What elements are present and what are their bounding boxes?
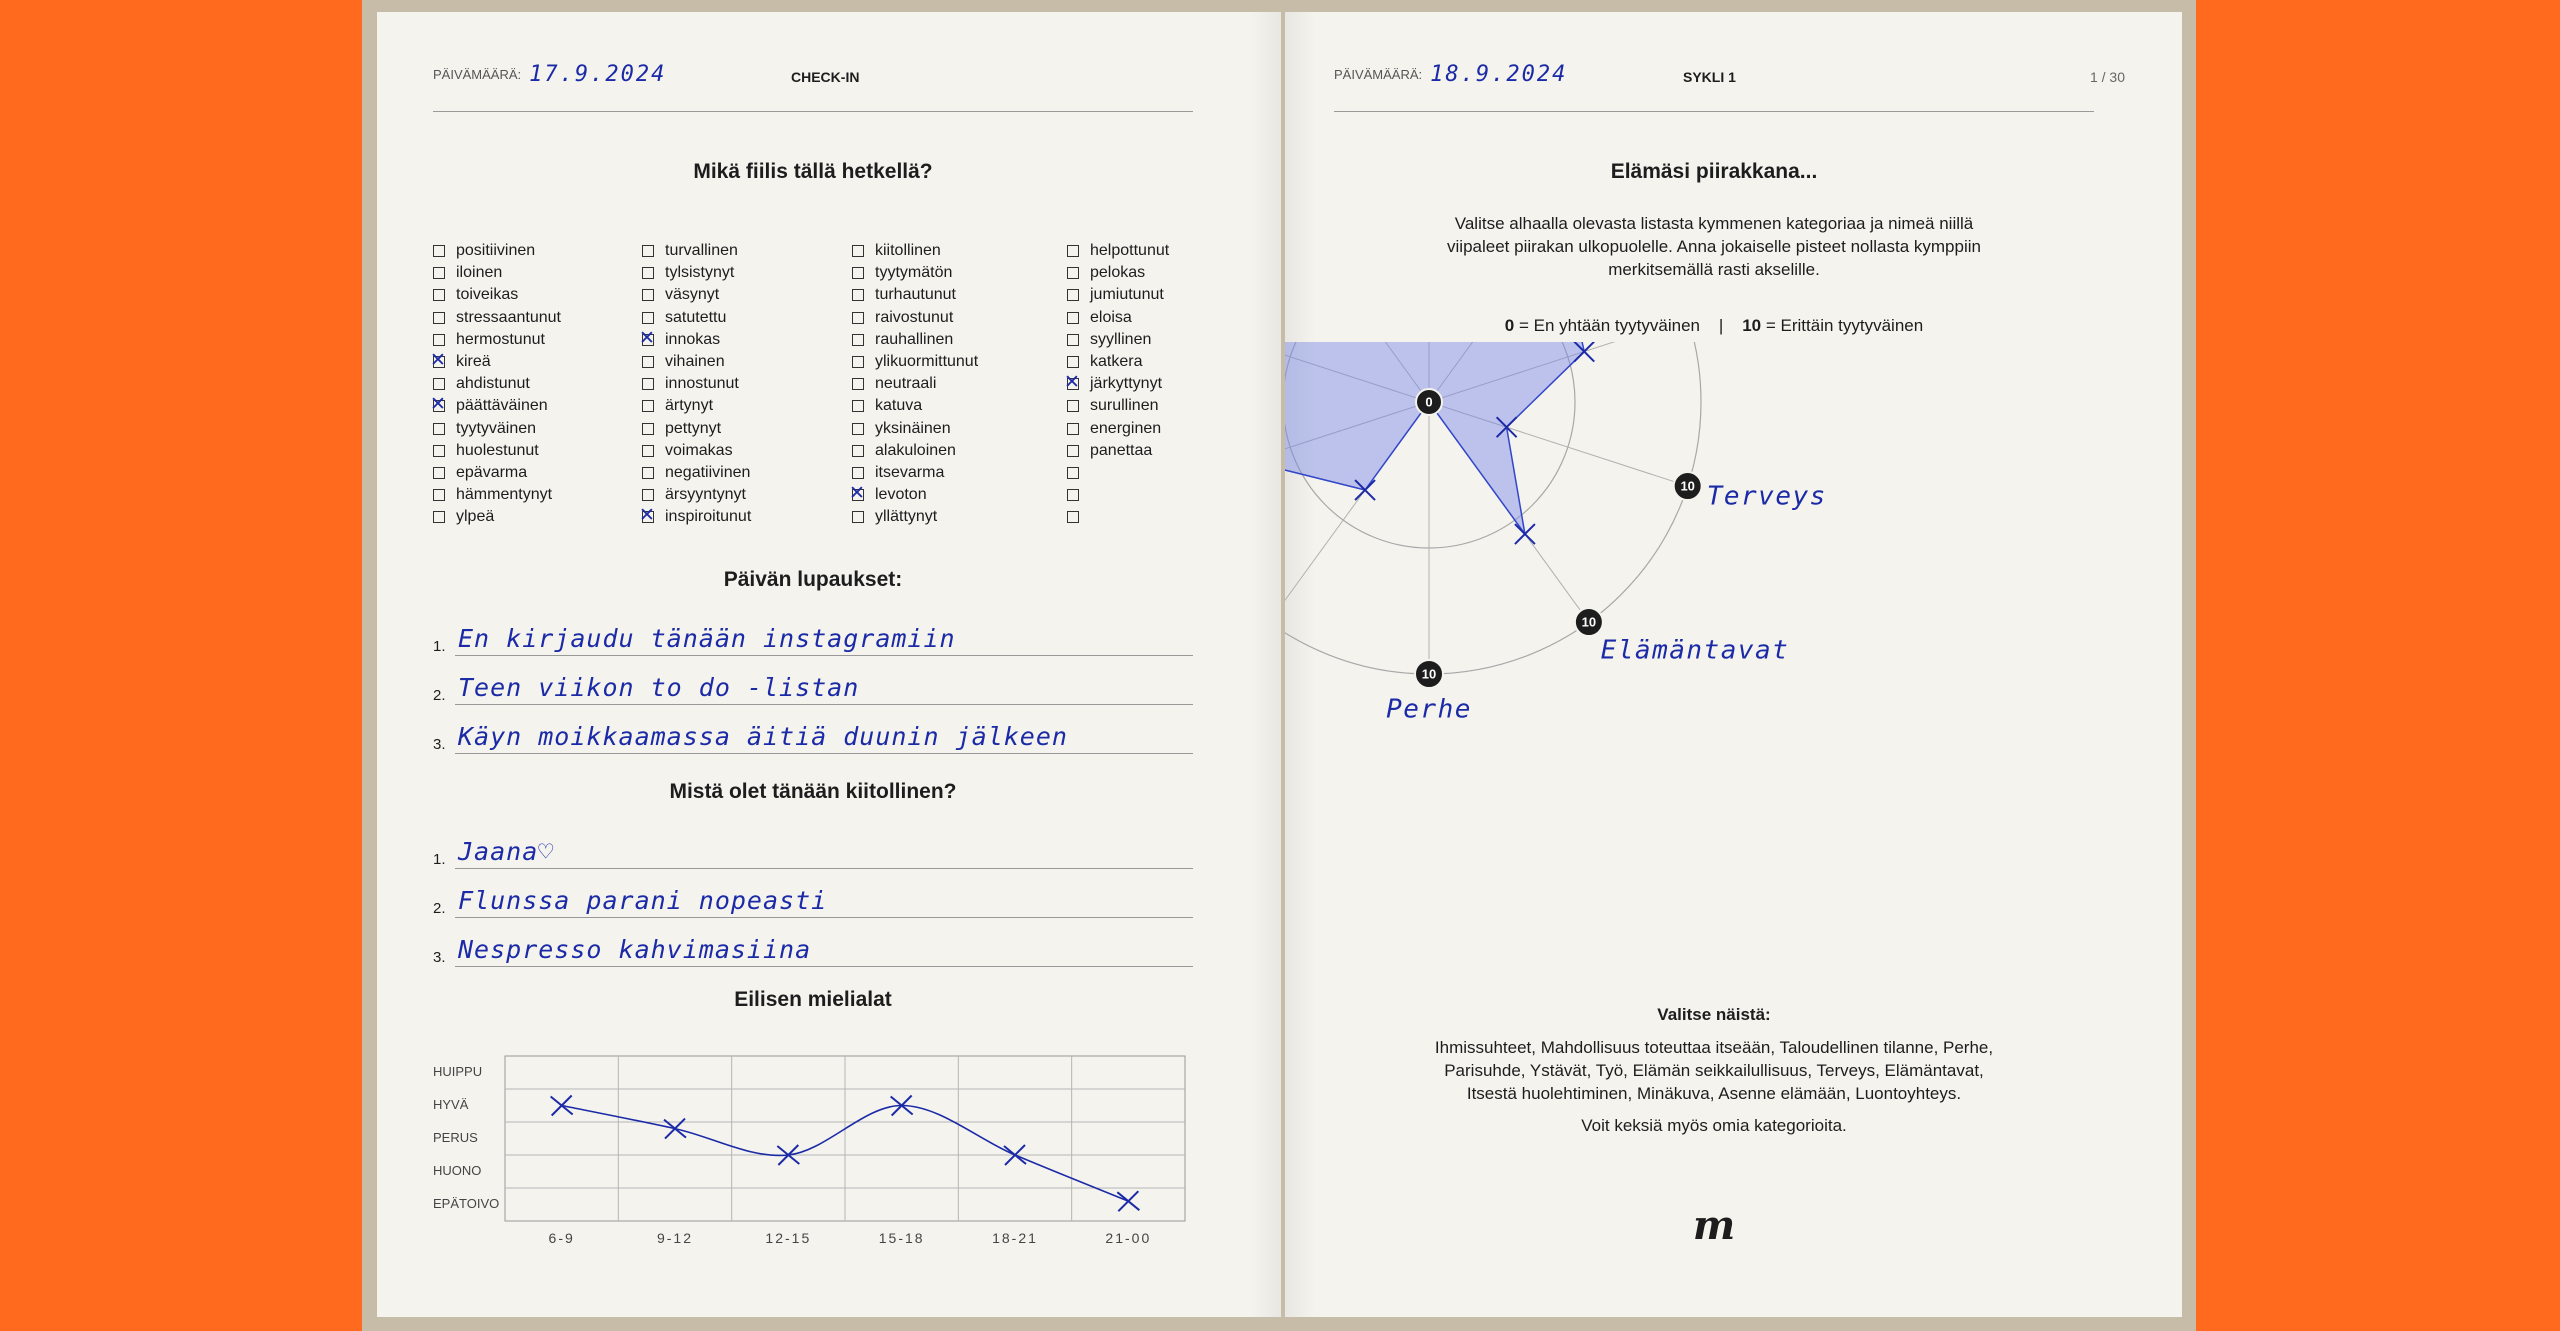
checkbox[interactable] [433,423,445,435]
x-tick-label: 18-21 [992,1230,1038,1246]
mood-label: turvallinen [665,242,738,260]
checkbox[interactable] [852,511,864,523]
scale-zero: 0 [1504,316,1515,335]
mood-option[interactable] [642,440,751,462]
mood-label: pelokas [1090,264,1146,282]
checkbox[interactable] [1067,445,1079,457]
mood-option[interactable] [1067,462,1169,484]
gratitude-line[interactable] [433,871,1193,921]
mood-option[interactable] [852,506,978,528]
mood-label: stressaantunut [456,308,561,326]
header-divider [433,111,1193,112]
checkbox[interactable] [852,312,864,324]
mood-option[interactable] [1067,262,1169,284]
mood-option[interactable] [433,506,561,528]
mood-option[interactable] [642,240,751,262]
checkbox[interactable] [642,467,654,479]
mood-column [1067,240,1169,528]
mood-option[interactable] [852,462,978,484]
mood-option[interactable] [1067,240,1169,262]
checkbox[interactable] [852,289,864,301]
writing-rule [455,966,1193,967]
mood-label: levoton [875,486,927,504]
mood-label: katkera [1090,353,1143,371]
x-tick-label: 9-12 [656,1230,694,1246]
mood-option[interactable] [852,307,978,329]
date-label-right: PÄIVÄMÄÄRÄ: [1334,67,1423,82]
mood-label: rauhallinen [875,330,954,348]
mood-option[interactable] [433,440,561,462]
cycle-tag: SYKLI 1 [1683,69,1736,85]
checkbox[interactable] [852,334,864,346]
checkbox[interactable] [433,378,445,390]
mood-option[interactable] [433,373,561,395]
scale-ten-text: = Erittäin tyytyväinen [1765,316,1924,335]
mood-option[interactable] [642,351,751,373]
mood-option[interactable] [642,373,751,395]
checkbox[interactable] [433,467,445,479]
mood-label: satutettu [665,308,727,326]
checkbox[interactable] [433,334,445,346]
writing-rule [455,704,1193,705]
mood-option[interactable] [852,418,978,440]
mood-point-marker [551,1096,573,1116]
pie-title: Elämäsi piirakkana... [1610,160,1818,183]
handwritten-entry: Nespresso kahvimasiina [458,935,812,964]
mood-option[interactable] [852,484,978,506]
max-score-badge [1575,608,1603,636]
checkbox[interactable] [1067,400,1079,412]
checkbox[interactable] [433,445,445,457]
checked-checkbox[interactable] [1067,378,1079,390]
handwritten-entry: Flunssa parani nopeasti [458,886,828,915]
mood-label: hämmentynyt [456,486,553,504]
mood-option[interactable] [852,262,978,284]
checkbox[interactable] [1067,467,1079,479]
choose-title: Valitse näistä: [1657,1005,1771,1024]
line-number: 3. [433,949,446,966]
mood-option[interactable] [433,351,561,373]
mood-label: positiivinen [456,242,536,260]
checkbox[interactable] [852,467,864,479]
checkbox[interactable] [1067,334,1079,346]
mood-option[interactable] [1067,307,1169,329]
mood-label: epävarma [456,463,528,481]
checkbox[interactable] [1067,489,1079,501]
checkbox[interactable] [642,445,654,457]
mood-label: ahdistunut [456,375,530,393]
custom-categories-note: Voit keksiä myös omia kategorioita. [1581,1116,1847,1135]
mood-option[interactable] [1067,418,1169,440]
pie-instructions [1334,212,2094,281]
mood-label: toiveikas [456,286,519,304]
mood-label: järkyttynyt [1090,375,1163,393]
mood-option[interactable] [852,351,978,373]
mood-option[interactable] [1067,440,1169,462]
gratitude-line[interactable] [433,920,1193,970]
date-header-right [1334,62,1567,87]
mood-line-chart [423,1042,1243,1272]
page-counter: 1 / 30 [2089,69,2125,85]
mood-option[interactable] [642,395,751,417]
y-tick-label: HUONO [433,1162,482,1178]
right-page [1285,12,2182,1317]
line-number: 3. [433,736,446,753]
mood-label: vihainen [665,353,725,371]
mood-option[interactable] [642,418,751,440]
mood-label: päättäväinen [456,397,548,415]
line-number: 2. [433,900,446,917]
promise-line[interactable] [433,609,1193,659]
mood-label: voimakas [665,441,733,459]
mood-option[interactable] [642,329,751,351]
checkbox[interactable] [642,267,654,279]
mood-option[interactable] [852,373,978,395]
center-label: 0 [1425,394,1433,410]
max-score-badge [1415,660,1443,688]
checkbox[interactable] [642,378,654,390]
scale-ten: 10 [1742,316,1762,335]
gratitude-line[interactable] [433,822,1193,872]
x-tick-label: 21-00 [1105,1230,1152,1246]
mood-option[interactable] [433,307,561,329]
mood-option[interactable] [433,418,561,440]
mood-label: alakuloinen [875,441,956,459]
mood-option[interactable] [852,240,978,262]
mood-column [642,240,751,528]
max-score-label: 10 [1421,666,1437,682]
mood-option[interactable] [433,284,561,306]
line-number: 1. [433,851,446,868]
mood-label: yksinäinen [875,419,951,437]
checkbox[interactable] [852,356,864,368]
promise-line[interactable] [433,658,1193,708]
checkbox[interactable] [1067,356,1079,368]
checkbox[interactable] [433,289,445,301]
checkbox[interactable] [1067,245,1079,257]
section-tag: CHECK-IN [791,69,860,85]
mood-option[interactable] [642,506,751,528]
mood-label: helpottunut [1090,242,1170,260]
checkbox[interactable] [642,400,654,412]
mood-label: iloinen [456,264,503,282]
checkbox[interactable] [852,378,864,390]
checkbox[interactable] [1067,511,1079,523]
mood-option[interactable] [433,462,561,484]
max-score-label: 10 [1680,478,1695,494]
mood-label: neutraali [875,375,937,393]
checkbox[interactable] [852,445,864,457]
text-line: merkitsemällä rasti akselille. [1608,260,1820,279]
y-tick-label: PERUS [433,1129,478,1145]
text-line: Ihmissuhteet, Mahdollisuus toteuttaa itseään, Taloudellinen tilanne, Perhe, [1434,1038,1994,1057]
brand-logo: m [1692,1202,1736,1249]
checked-checkbox[interactable] [433,356,445,368]
checkbox[interactable] [852,245,864,257]
category-options [1334,1036,2094,1105]
mood-option[interactable] [433,240,561,262]
mood-label: ärtynyt [665,397,714,415]
mood-option[interactable] [1067,351,1169,373]
mood-option[interactable] [1067,506,1169,528]
checkbox[interactable] [852,400,864,412]
date-header [433,62,666,87]
y-tick-label: EPÄTOIVO [433,1195,500,1211]
mood-option[interactable] [1067,284,1169,306]
mood-label: ylikuormittunut [875,353,979,371]
mood-option[interactable] [433,395,561,417]
mood-title: Mikä fiilis tällä hetkellä? [693,160,933,183]
checkbox[interactable] [1067,312,1079,324]
writing-rule [455,868,1193,869]
handwritten-entry: Teen viikon to do -listan [458,673,860,702]
mood-option[interactable] [852,440,978,462]
y-tick-label: HYVÄ [433,1096,469,1112]
center-badge [1416,389,1442,415]
mood-option[interactable] [433,484,561,506]
writing-rule [455,917,1193,918]
life-radar-chart [1285,342,2182,992]
axis-label: Perhe [1386,694,1472,725]
mood-option[interactable] [1067,395,1169,417]
axis-label: Terveys [1706,481,1827,512]
mood-label: inspiroitunut [665,508,752,526]
checkbox[interactable] [433,511,445,523]
axis-label: Elämäntavat [1600,635,1790,666]
mood-label: kireä [456,353,491,371]
checked-checkbox[interactable] [433,400,445,412]
checkbox[interactable] [642,312,654,324]
mood-label: huolestunut [456,441,539,459]
handwritten-entry: Jaana♡ [458,837,555,866]
notebook-spread [362,0,2196,1331]
promise-line[interactable] [433,707,1193,757]
gratitude-title: Mistä olet tänään kiitollinen? [669,780,957,803]
checked-checkbox[interactable] [642,334,654,346]
mood-label: turhautunut [875,286,956,304]
mood-option[interactable] [642,462,751,484]
line-number: 1. [433,638,446,655]
scale-zero-text: = En yhtään tyytyväinen [1519,316,1700,335]
mood-label: yllättynyt [875,508,938,526]
mood-label: syyllinen [1090,330,1152,348]
mood-label: katuva [875,397,923,415]
handwritten-entry: En kirjaudu tänään instagramiin [458,624,956,653]
mood-label: hermostunut [456,330,545,348]
checkbox[interactable] [642,423,654,435]
x-tick-label: 15-18 [878,1230,925,1246]
writing-rule [455,753,1193,754]
scale-legend [1334,316,2094,336]
mood-label: surullinen [1090,397,1159,415]
mood-label: innokas [665,330,721,348]
checkbox[interactable] [1067,423,1079,435]
x-tick-label: 12-15 [765,1230,812,1246]
left-page [377,12,1281,1317]
checkbox[interactable] [1067,289,1079,301]
checkbox[interactable] [852,267,864,279]
mood-label: ylpeä [456,508,495,526]
mood-option[interactable] [852,284,978,306]
checkbox[interactable] [433,312,445,324]
mood-label: tyytymätön [875,264,953,282]
checkbox[interactable] [642,489,654,501]
checkbox[interactable] [433,245,445,257]
mood-point-marker [1117,1191,1139,1211]
mood-column [852,240,978,528]
mood-label: negatiivinen [665,463,751,481]
checkbox[interactable] [642,245,654,257]
max-score-label: 10 [1581,614,1597,630]
checkbox[interactable] [433,489,445,501]
x-tick-label: 6-9 [548,1230,575,1246]
mood-option[interactable] [433,262,561,284]
date-value: 17.9.2024 [529,62,667,87]
mood-label: eloisa [1090,308,1132,326]
y-tick-label: HUIPPU [433,1063,483,1079]
checkbox[interactable] [642,289,654,301]
mood-label: väsynyt [665,286,720,304]
mood-option[interactable] [852,395,978,417]
checked-checkbox[interactable] [852,489,864,501]
mood-option[interactable] [433,329,561,351]
text-line: Itsestä huolehtiminen, Minäkuva, Asenne elämään, Luontoyhteys. [1466,1084,1962,1103]
mood-label: jumiutunut [1090,286,1164,304]
mood-label: tylsistynyt [665,264,735,282]
mood-label: tyytyväinen [456,419,537,437]
scale-separator: | [1718,316,1724,335]
date-value-right: 18.9.2024 [1430,62,1568,87]
max-score-badge [1674,472,1702,500]
mood-chart-title: Eilisen mielialat [734,988,892,1011]
checkbox[interactable] [642,356,654,368]
mood-label: energinen [1090,419,1162,437]
mood-label: panettaa [1090,441,1153,459]
mood-option[interactable] [1067,484,1169,506]
text-line: viipaleet piirakan ulkopuolelle. Anna jokaiselle pisteet nollasta kymppiin [1447,237,1981,256]
writing-rule [455,655,1193,656]
mood-label: kiitollinen [875,242,941,260]
promises-title: Päivän lupaukset: [723,568,903,591]
header-divider-right [1334,111,2094,112]
checkbox[interactable] [433,267,445,279]
line-number: 2. [433,687,446,704]
checkbox[interactable] [1067,267,1079,279]
mood-option[interactable] [852,329,978,351]
mood-option[interactable] [642,307,751,329]
score-marker [1515,524,1535,544]
mood-label: pettynyt [665,419,722,437]
text-line: Parisuhde, Ystävät, Työ, Elämän seikkailullisuus, Terveys, Elämäntavat, [1444,1061,1984,1080]
mood-option[interactable] [1067,373,1169,395]
mood-label: raivostunut [875,308,954,326]
handwritten-entry: Käyn moikkaamassa äitiä duunin jälkeen [458,722,1068,751]
mood-column [433,240,561,528]
mood-label: innostunut [665,375,739,393]
date-label: PÄIVÄMÄÄRÄ: [433,67,522,82]
mood-option[interactable] [642,484,751,506]
checked-checkbox[interactable] [642,511,654,523]
mood-label: ärsyyntynyt [665,486,746,504]
mood-option[interactable] [1067,329,1169,351]
mood-label: itsevarma [875,463,945,481]
mood-option[interactable] [642,284,751,306]
mood-option[interactable] [642,262,751,284]
text-line: Valitse alhaalla olevasta listasta kymmenen kategoriaa ja nimeä niillä [1454,214,1974,233]
checkbox[interactable] [852,423,864,435]
